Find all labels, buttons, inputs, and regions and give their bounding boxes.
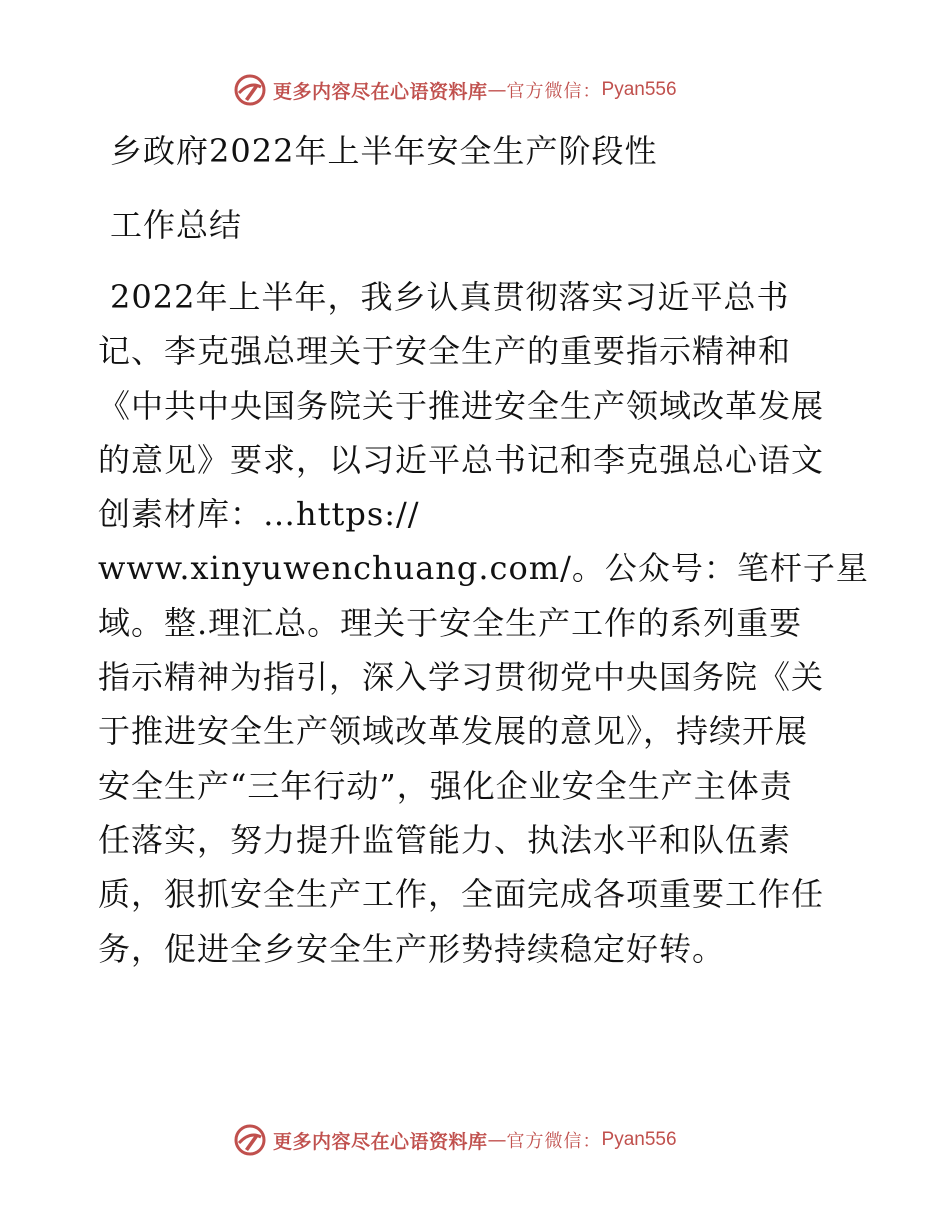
watermark-label: 官方微信：: [506, 81, 602, 102]
body-line: 创素材库：…https://: [98, 495, 420, 534]
watermark-account: Pyan556: [601, 79, 677, 100]
document-body: [98, 270, 869, 976]
body-line: 2022年上半年，我乡认真贯彻落实习近平总书: [110, 278, 790, 316]
watermark-separator: —: [487, 1129, 507, 1151]
body-line: 记、李克强总理关于安全生产的重要指示精神和: [98, 332, 792, 371]
body-line: 质，狠抓安全生产工作，全面完成各项重要工作任: [98, 875, 825, 914]
body-line: 务，促进全乡安全生产形势持续稳定好转。: [98, 929, 726, 968]
body-line: 指示精神为指引，深入学习贯彻党中央国务院《关: [98, 658, 825, 697]
body-line: 域。整.理汇总。理关于安全生产工作的系列重要: [98, 603, 803, 642]
body-line: 任落实，努力提升监管能力、执法水平和队伍素: [98, 820, 792, 859]
footer-watermark: [233, 1120, 677, 1160]
pen-logo-icon: [233, 1123, 267, 1157]
watermark-account: Pyan556: [601, 1129, 677, 1150]
watermark-label: 官方微信：: [506, 1131, 602, 1152]
watermark-separator: —: [487, 79, 507, 101]
document-title-line-2: 工作总结: [110, 206, 243, 244]
body-line: 安全生产“三年行动”，强化企业安全生产主体责: [98, 766, 793, 805]
header-watermark: [233, 70, 677, 110]
body-line: 《中共中央国务院关于推进安全生产领域改革发展: [98, 386, 825, 425]
document-title-line-1: 乡政府2022年上半年安全生产阶段性: [110, 132, 658, 170]
body-line: www.xinyuwenchuang.com/。公众号：笔杆子星: [98, 549, 869, 588]
watermark-brand: 更多内容尽在心语资料库: [273, 1130, 488, 1153]
body-line: 于推进安全生产领域改革发展的意见》，持续开展: [98, 712, 809, 751]
body-line: 的意见》要求，以习近平总书记和李克强总心语文: [98, 440, 825, 479]
pen-logo-icon: [233, 73, 267, 107]
watermark-brand: 更多内容尽在心语资料库: [273, 80, 488, 103]
